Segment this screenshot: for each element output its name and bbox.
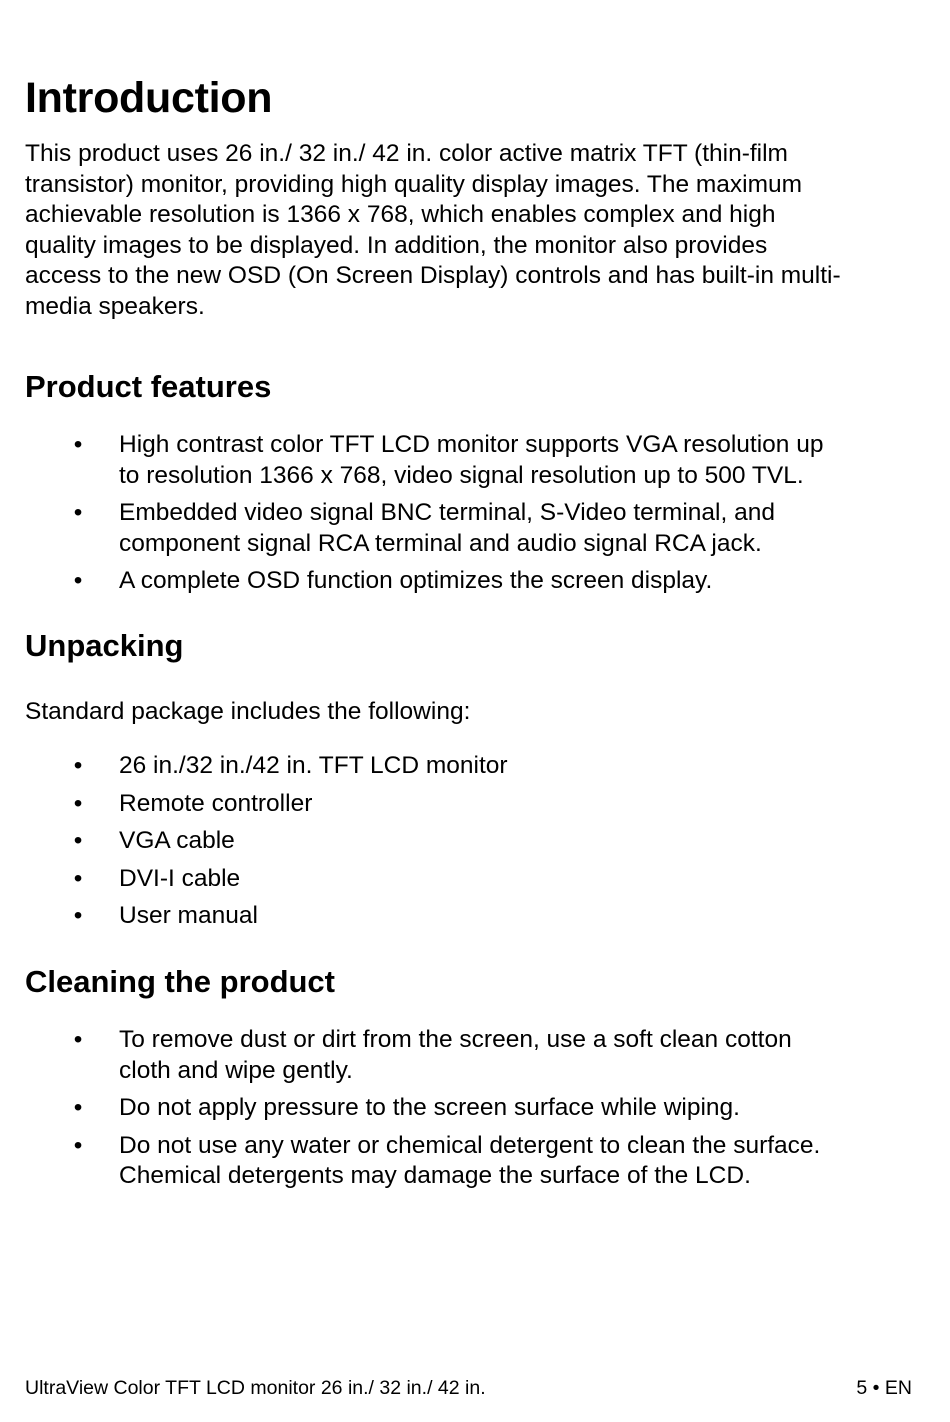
list-item bbox=[0, 1093, 950, 1124]
bullet-icon: • bbox=[73, 431, 83, 458]
paragraph-line: media speakers. bbox=[25, 292, 205, 320]
section-title-cleaning: Cleaning the product bbox=[25, 964, 335, 999]
list-item-line: Do not use any water or chemical detergent to clean the surface. bbox=[119, 1131, 821, 1159]
list-item-line: High contrast color TFT LCD monitor supports VGA resolution up bbox=[119, 431, 824, 458]
list-item bbox=[0, 864, 950, 895]
paragraph-line: transistor) monitor, providing high quality display images. The maximum bbox=[25, 170, 803, 198]
list-item-line: A complete OSD function optimizes the screen display. bbox=[119, 567, 713, 595]
list-item-line: Remote controller bbox=[119, 789, 313, 817]
package-contents-list bbox=[0, 751, 950, 932]
product-features-list bbox=[0, 430, 950, 597]
list-item bbox=[0, 430, 950, 491]
list-item bbox=[0, 826, 950, 857]
list-item bbox=[0, 789, 950, 820]
unpacking-intro: Standard package includes the following: bbox=[25, 698, 471, 725]
bullet-icon: • bbox=[73, 752, 83, 779]
bullet-icon: • bbox=[73, 567, 83, 595]
bullet-icon: • bbox=[73, 1094, 83, 1122]
list-item-line: component signal RCA terminal and audio signal RCA jack. bbox=[119, 529, 762, 557]
cleaning-list bbox=[0, 1025, 950, 1192]
bullet-icon: • bbox=[73, 1131, 83, 1159]
bullet-icon: • bbox=[73, 864, 83, 892]
paragraph-line: quality images to be displayed. In addition, the monitor also provides bbox=[25, 231, 768, 259]
paragraph-line: This product uses 26 in./ 32 in./ 42 in. color active matrix TFT (thin-film bbox=[25, 140, 788, 167]
list-item bbox=[0, 751, 950, 782]
introduction-paragraph bbox=[25, 139, 925, 323]
section-title-introduction: Introduction bbox=[25, 74, 273, 122]
list-item bbox=[0, 1131, 950, 1192]
list-item-line: cloth and wipe gently. bbox=[119, 1056, 353, 1084]
bullet-icon: • bbox=[73, 499, 83, 527]
footer-page-number: 5 • EN bbox=[856, 1377, 912, 1399]
bullet-icon: • bbox=[73, 902, 83, 930]
list-item-line: VGA cable bbox=[119, 827, 235, 855]
list-item-line: To remove dust or dirt from the screen, use a soft clean cotton bbox=[119, 1026, 792, 1053]
bullet-icon: • bbox=[73, 1026, 83, 1053]
list-item-line: Chemical detergents may damage the surface of the LCD. bbox=[119, 1162, 751, 1190]
list-item bbox=[0, 566, 950, 597]
list-item-line: 26 in./32 in./42 in. TFT LCD monitor bbox=[119, 752, 508, 779]
list-item bbox=[0, 1025, 950, 1086]
list-item-line: Embedded video signal BNC terminal, S-Video terminal, and bbox=[119, 499, 775, 527]
list-item bbox=[0, 901, 950, 932]
list-item bbox=[0, 498, 950, 559]
section-title-unpacking: Unpacking bbox=[25, 628, 184, 663]
footer-product-name: UltraView Color TFT LCD monitor 26 in./ 32 in./ 42 in. bbox=[25, 1377, 486, 1399]
section-title-product-features: Product features bbox=[25, 369, 272, 404]
list-item-line: to resolution 1366 x 768, video signal resolution up to 500 TVL. bbox=[119, 461, 804, 489]
list-item-line: Do not apply pressure to the screen surface while wiping. bbox=[119, 1094, 740, 1122]
bullet-icon: • bbox=[73, 789, 83, 817]
list-item-line: DVI-I cable bbox=[119, 864, 241, 892]
paragraph-line: access to the new OSD (On Screen Display) controls and has built-in multi- bbox=[25, 262, 841, 290]
list-item-line: User manual bbox=[119, 902, 258, 930]
paragraph-line: achievable resolution is 1366 x 768, which enables complex and high bbox=[25, 201, 776, 229]
bullet-icon: • bbox=[73, 827, 83, 855]
